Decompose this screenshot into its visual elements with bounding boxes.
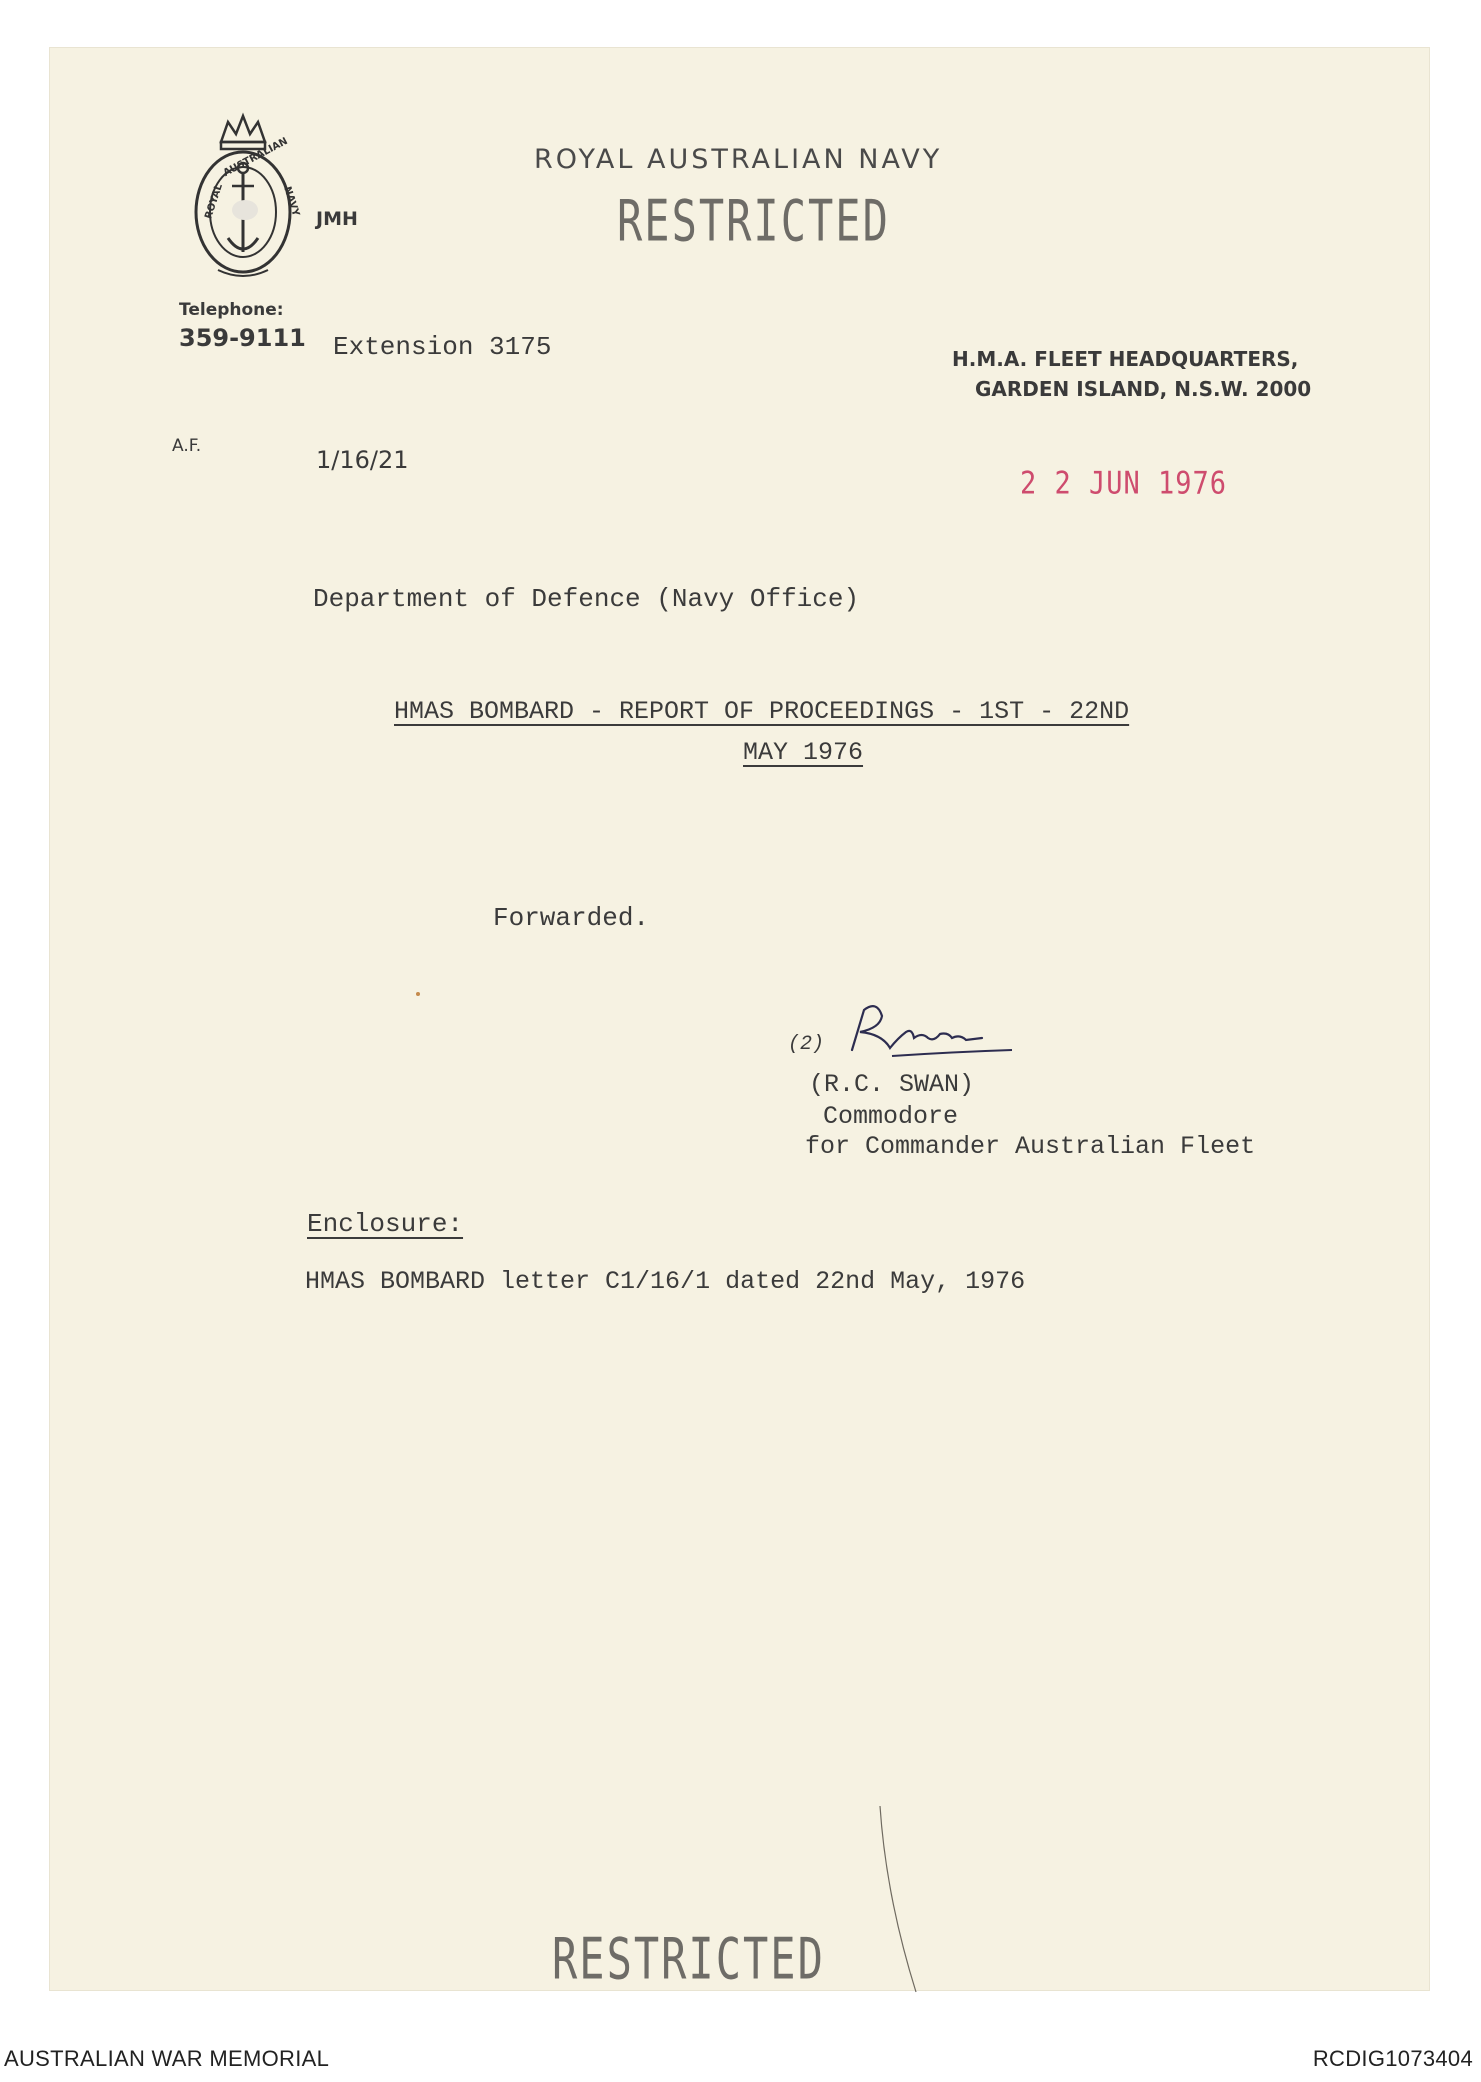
crest-text-royal: ROYAL [203, 182, 225, 221]
footer-right-id: RCDIG1073404 [1312, 2046, 1473, 2071]
crest-text-australian: AUSTRALIAN [221, 135, 290, 180]
signatory-name: (R.C. SWAN) [809, 1070, 975, 1099]
enclosure-text: HMAS BOMBARD letter C1/16/1 dated 22nd May, 1976 [305, 1267, 1026, 1296]
telephone-number: 359-9111 [179, 324, 306, 352]
telephone-label: Telephone: [179, 300, 284, 320]
telephone-extension: Extension 3175 [333, 332, 552, 362]
file-label: A.F. [172, 436, 202, 456]
enclosure-label: Enclosure: [307, 1209, 464, 1239]
addressee: Department of Defence (Navy Office) [313, 584, 860, 614]
classification-stamp-top: RESTRICTED [617, 188, 890, 255]
subject-line-2: MAY 1976 [743, 738, 864, 767]
signatory-for: for Commander Australian Fleet [805, 1132, 1256, 1161]
crest-text-navy: NAVY [281, 185, 302, 218]
address-line-2: GARDEN ISLAND, N.S.W. 2000 [975, 377, 1312, 401]
address-line-1: H.M.A. FLEET HEADQUARTERS, [952, 347, 1299, 371]
body-text: Forwarded. [493, 903, 650, 933]
subject-line-1: HMAS BOMBARD - REPORT OF PROCEEDINGS - 1ST - 22ND [394, 697, 1130, 726]
file-number: 1/16/21 [316, 446, 409, 474]
paper-speck [416, 992, 420, 996]
sender-initials: JMH [316, 208, 358, 230]
footer-left-credit: AUSTRALIAN WAR MEMORIAL [4, 2046, 330, 2071]
handwritten-signature [832, 998, 1022, 1068]
date-stamp: 2 2 JUN 1976 [1020, 466, 1228, 502]
signature-prefix: (2) [788, 1033, 825, 1056]
paper-crease [876, 1806, 926, 1996]
signatory-rank: Commodore [823, 1102, 959, 1131]
classification-stamp-bottom: RESTRICTED [552, 1926, 825, 1993]
organisation-title: ROYAL AUSTRALIAN NAVY [534, 144, 943, 175]
